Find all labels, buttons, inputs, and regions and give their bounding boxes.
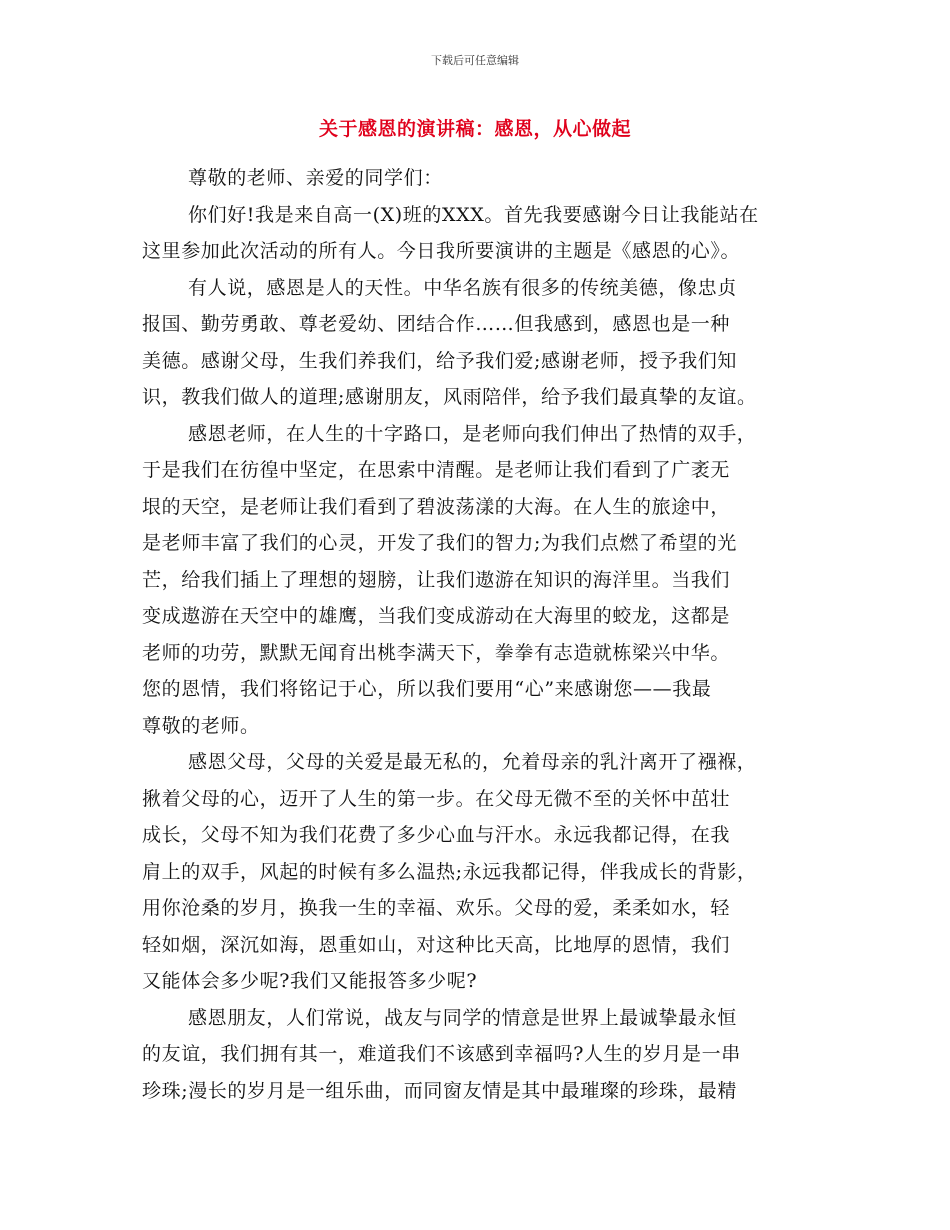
body-line: 你们好!我是来自高一(X)班的XXX。首先我要感谢今日让我能站在 [188, 203, 759, 226]
body-line: 识，教我们做人的道理;感谢朋友，风雨陪伴，给予我们最真挚的友谊。 [142, 386, 757, 408]
body-line: 肩上的双手，风起的时候有多么温热;永远我都记得，伴我成长的背影， [142, 860, 757, 883]
body-line: 珍珠;漫长的岁月是一组乐曲，而同窗友情是其中最璀璨的珍珠，最精 [142, 1079, 738, 1102]
body-line: 感恩朋友，人们常说，战友与同学的情意是世界上最诚挚最永恒 [188, 1006, 737, 1029]
body-line: 用你沧桑的岁月，换我一生的幸福、欢乐。父母的爱，柔柔如水，轻 [142, 897, 731, 919]
body-line: 老师的功劳，默默无闻育出桃李满天下，拳拳有志造就栋梁兴中华。 [142, 641, 731, 664]
body-line: 变成遨游在天空中的雄鹰，当我们变成游动在大海里的蛟龙，这都是 [142, 605, 731, 627]
body-line: 的友谊，我们拥有其一，难道我们不该感到幸福吗?人生的岁月是一串 [142, 1043, 741, 1065]
body-line: 有人说，感恩是人的天性。中华名族有很多的传统美德，像忠贞 [188, 276, 737, 299]
body-line: 报国、勤劳勇敢、尊老爱幼、团结合作……但我感到，感恩也是一种 [142, 313, 731, 335]
body-line: 又能体会多少呢?我们又能报答多少呢? [142, 970, 478, 992]
body-line: 您的恩情，我们将铭记于心，所以我们要用“心”来感谢您——我最 [142, 678, 712, 700]
body-line: 感恩父母，父母的关爱是最无私的，允着母亲的乳汁离开了襁褓， [188, 751, 757, 773]
document-body [142, 160, 822, 1109]
body-line: 尊敬的老师、亲爱的同学们： [188, 167, 443, 189]
body-line: 尊敬的老师。 [142, 714, 260, 737]
body-line: 轻如烟，深沉如海，恩重如山，对这种比天高，比地厚的恩情，我们 [142, 933, 731, 956]
body-line: 是老师丰富了我们的心灵，开发了我们的智力;为我们点燃了希望的光 [142, 532, 738, 554]
body-line: 成长，父母不知为我们花费了多少心血与汗水。永远我都记得，在我 [142, 824, 731, 846]
body-line: 揪着父母的心，迈开了人生的第一步。在父母无微不至的关怀中茁壮 [142, 787, 731, 810]
document-title: 关于感恩的演讲稿：感恩，从心做起 [318, 118, 631, 140]
body-line: 感恩老师，在人生的十字路口，是老师向我们伸出了热情的双手， [188, 422, 757, 445]
body-line: 这里参加此次活动的所有人。今日我所要演讲的主题是《感恩的心》。 [142, 240, 741, 262]
page-header-note: 下载后可任意编辑 [431, 54, 519, 67]
body-line: 美德。感谢父母，生我们养我们，给予我们爱;感谢老师，授予我们知 [142, 349, 738, 372]
body-line: 于是我们在彷徨中坚定，在思索中清醒。是老师让我们看到了广袤无 [142, 459, 731, 481]
body-line: 垠的天空，是老师让我们看到了碧波荡漾的大海。在人生的旅途中， [142, 495, 731, 518]
body-line: 芒，给我们插上了理想的翅膀，让我们遨游在知识的海洋里。当我们 [142, 568, 731, 591]
